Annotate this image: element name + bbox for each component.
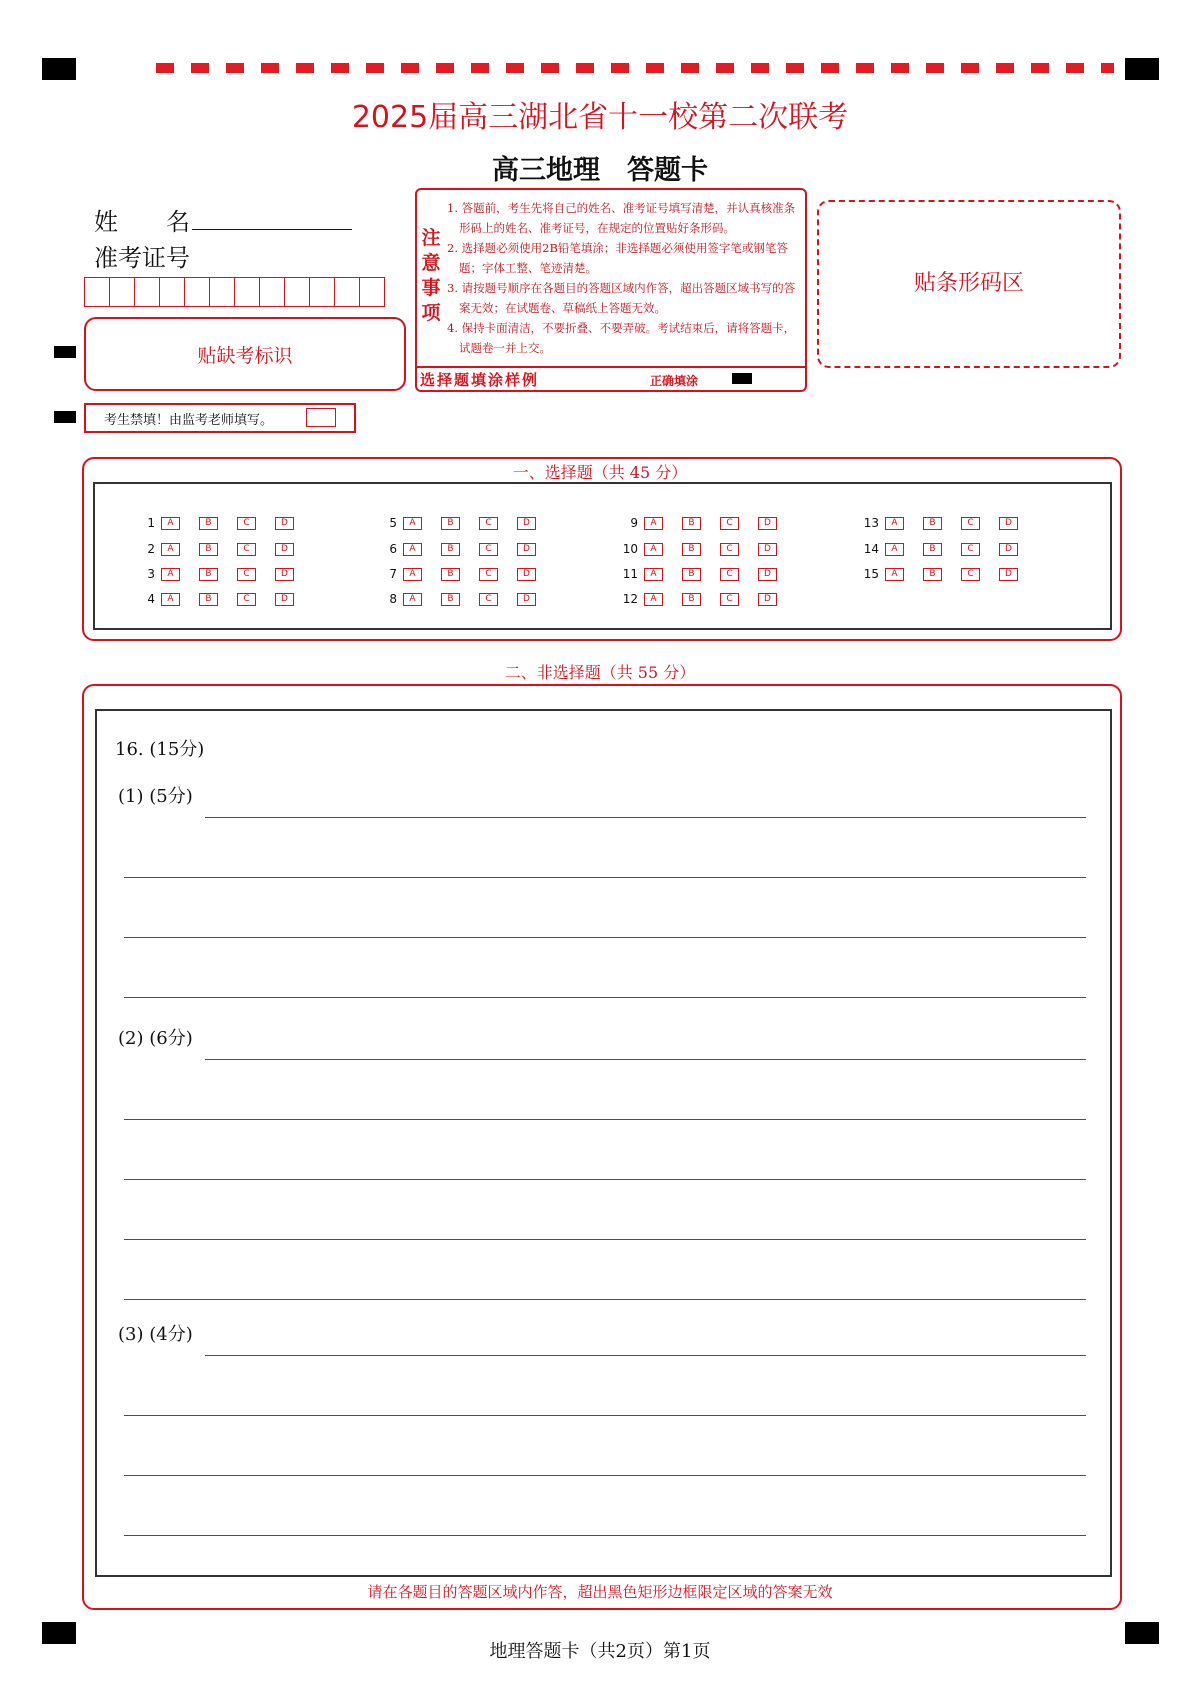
id-digit-box[interactable] [235, 278, 260, 306]
exam-title: 2025届高三湖北省十一校第二次联考 [351, 100, 849, 135]
id-digit-box[interactable] [85, 278, 110, 306]
mc-option-bubble[interactable]: A [161, 543, 180, 556]
mc-question [618, 592, 796, 606]
mc-option-bubble[interactable]: C [720, 568, 739, 581]
mc-option-bubble[interactable]: D [517, 543, 536, 556]
sub-question-label: (2) (6分) [118, 1028, 193, 1049]
mc-option-bubble[interactable]: C [479, 568, 498, 581]
answer-line[interactable] [124, 1415, 1086, 1416]
answer-line[interactable] [124, 1535, 1086, 1536]
mc-option-bubble[interactable]: B [682, 517, 701, 530]
dashed-timing-bar [156, 63, 1114, 73]
mc-question-number: 9 [630, 516, 638, 530]
mc-option-bubble[interactable]: A [885, 517, 904, 530]
answer-line[interactable] [205, 1355, 1086, 1356]
mc-question-number: 6 [389, 542, 397, 556]
mc-question [135, 567, 313, 581]
mc-option-bubble[interactable]: B [923, 568, 942, 581]
answer-area-warning: 请在各题目的答题区域内作答，超出黑色矩形边框限定区域的答案无效 [367, 1583, 833, 1601]
answer-line[interactable] [124, 937, 1086, 938]
mc-option-bubble[interactable]: C [237, 568, 256, 581]
mc-option-bubble[interactable]: D [275, 517, 294, 530]
mc-question-number: 13 [863, 516, 879, 530]
mc-option-bubble[interactable]: B [199, 543, 218, 556]
id-digit-box[interactable] [110, 278, 135, 306]
id-digit-box[interactable] [135, 278, 160, 306]
mc-option-bubble[interactable]: D [999, 568, 1018, 581]
mc-option-bubble[interactable]: D [517, 568, 536, 581]
mc-question [135, 516, 313, 530]
question-16-label: 16. (15分) [115, 739, 205, 760]
id-digit-box[interactable] [360, 278, 384, 306]
mc-option-bubble[interactable]: D [999, 517, 1018, 530]
mc-option-bubble[interactable]: C [237, 593, 256, 606]
mc-question-number: 12 [622, 592, 638, 606]
timing-mark [54, 346, 76, 358]
mc-question [618, 567, 796, 581]
mc-question-number: 5 [389, 516, 397, 530]
mc-option-bubble[interactable]: D [758, 517, 777, 530]
mc-option-bubble[interactable]: A [644, 593, 663, 606]
multiple-choice-title: 一、选择题（共 45 分） [512, 463, 688, 482]
exam-id-boxes[interactable] [84, 277, 385, 307]
page-footer: 地理答题卡（共2页）第1页 [489, 1641, 711, 1662]
multiple-choice-grid [93, 482, 1112, 630]
mc-option-bubble[interactable]: B [923, 517, 942, 530]
mc-option-bubble[interactable]: D [758, 568, 777, 581]
mc-question-number: 4 [147, 592, 155, 606]
mc-option-bubble[interactable]: A [161, 593, 180, 606]
name-label: 姓 名 [94, 208, 190, 236]
mc-option-bubble[interactable]: A [403, 517, 422, 530]
barcode-label: 贴条形码区 [913, 271, 1024, 296]
mc-option-bubble[interactable]: B [682, 593, 701, 606]
mc-option-bubble[interactable]: A [161, 568, 180, 581]
mc-option-bubble[interactable]: C [479, 593, 498, 606]
mc-question-number: 14 [863, 542, 879, 556]
proctor-checkbox[interactable] [306, 408, 336, 427]
mc-option-bubble[interactable]: C [720, 517, 739, 530]
proctor-note: 考生禁填！由监考老师填写。 [104, 413, 274, 428]
mc-question-number: 3 [147, 567, 155, 581]
id-digit-box[interactable] [185, 278, 210, 306]
mc-option-bubble[interactable]: B [199, 517, 218, 530]
id-digit-box[interactable] [310, 278, 335, 306]
mc-question [377, 516, 555, 530]
id-digit-box[interactable] [160, 278, 185, 306]
mc-question-number: 8 [389, 592, 397, 606]
notice-item: 1. 答题前，考生先将自己的姓名、准考证号填写清楚，并认真核准条形码上的姓名、准考证号，在规定的位置贴好条形码。 [447, 201, 796, 235]
mc-question [859, 542, 1037, 556]
mc-question-number: 10 [622, 542, 638, 556]
mc-question-number: 2 [147, 542, 155, 556]
mc-question [859, 516, 1037, 530]
mc-question [135, 592, 313, 606]
mc-option-bubble[interactable]: A [403, 568, 422, 581]
non-choice-title: 二、非选择题（共 55 分） [504, 663, 696, 682]
mc-option-bubble[interactable]: B [199, 568, 218, 581]
notice-items [447, 198, 797, 358]
notice-item: 3. 请按题号顺序在各题目的答题区域内作答，超出答题区域书写的答案无效；在试题卷、草稿纸上答题无效。 [447, 281, 796, 315]
mc-question [618, 516, 796, 530]
mc-question [859, 567, 1037, 581]
mc-question-number: 1 [147, 516, 155, 530]
sub-question-label: (1) (5分) [118, 786, 193, 807]
notice-box [415, 188, 807, 392]
registration-mark-top-left [42, 58, 76, 80]
mc-option-bubble[interactable]: D [275, 593, 294, 606]
mc-option-bubble[interactable]: C [961, 517, 980, 530]
notice-item: 4. 保持卡面清洁，不要折叠、不要弄破。考试结束后，请将答题卡，试题卷一并上交。 [447, 321, 796, 355]
mc-option-bubble[interactable]: D [517, 593, 536, 606]
name-input-line[interactable] [192, 229, 352, 230]
mc-option-bubble[interactable]: C [237, 517, 256, 530]
mc-question-number: 15 [863, 567, 879, 581]
mc-option-bubble[interactable]: A [644, 543, 663, 556]
mc-option-bubble[interactable]: C [720, 593, 739, 606]
mc-question [377, 567, 555, 581]
mc-question-number: 11 [622, 567, 638, 581]
mc-question [135, 542, 313, 556]
id-digit-box[interactable] [335, 278, 360, 306]
mc-option-bubble[interactable]: C [720, 543, 739, 556]
mc-option-bubble[interactable]: B [441, 543, 460, 556]
mc-question [377, 592, 555, 606]
answer-line[interactable] [124, 877, 1086, 878]
mc-option-bubble[interactable]: D [758, 543, 777, 556]
mc-option-bubble[interactable]: A [885, 543, 904, 556]
mc-option-bubble[interactable]: A [644, 517, 663, 530]
registration-mark-top-right [1125, 58, 1159, 80]
mc-option-bubble[interactable]: B [441, 593, 460, 606]
id-label: 准考证号 [94, 244, 190, 272]
id-digit-box[interactable] [260, 278, 285, 306]
mc-option-bubble[interactable]: B [682, 568, 701, 581]
mc-option-bubble[interactable]: B [923, 543, 942, 556]
mc-option-bubble[interactable]: B [682, 543, 701, 556]
correct-fill-sample [732, 373, 752, 384]
mc-option-bubble[interactable]: B [441, 568, 460, 581]
notice-item: 2. 选择题必须使用2B铅笔填涂；非选择题必须使用签字笔或钢笔答题；字体工整、笔迹清楚。 [447, 241, 788, 275]
mc-question [618, 542, 796, 556]
mc-option-bubble[interactable]: C [961, 568, 980, 581]
id-digit-box[interactable] [210, 278, 235, 306]
mc-option-bubble[interactable]: C [479, 543, 498, 556]
mc-option-bubble[interactable]: A [403, 593, 422, 606]
mc-option-bubble[interactable]: A [161, 517, 180, 530]
mc-option-bubble[interactable]: D [275, 568, 294, 581]
mc-option-bubble[interactable]: C [961, 543, 980, 556]
notice-heading: 注 意 事 项 [421, 227, 441, 324]
mc-question-number: 7 [389, 567, 397, 581]
answer-line[interactable] [124, 1119, 1086, 1120]
mc-option-bubble[interactable]: D [275, 543, 294, 556]
sample-label: 选择题填涂样例 [420, 371, 540, 389]
absent-label: 贴缺考标识 [197, 345, 293, 367]
mc-option-bubble[interactable]: B [441, 517, 460, 530]
answer-line[interactable] [124, 1179, 1086, 1180]
mc-option-bubble[interactable]: C [237, 543, 256, 556]
answer-line[interactable] [124, 1475, 1086, 1476]
mc-option-bubble[interactable]: C [479, 517, 498, 530]
timing-mark [54, 411, 76, 423]
answer-line[interactable] [124, 1299, 1086, 1300]
mc-question [377, 542, 555, 556]
sub-question-label: (3) (4分) [118, 1324, 193, 1345]
mc-option-bubble[interactable]: D [517, 517, 536, 530]
id-digit-box[interactable] [285, 278, 310, 306]
mc-option-bubble[interactable]: A [644, 568, 663, 581]
mc-option-bubble[interactable]: A [403, 543, 422, 556]
absent-sticker-area [84, 317, 406, 391]
barcode-area [817, 200, 1121, 368]
answer-area-frame [95, 709, 1112, 1577]
card-subtitle: 高三地理 答题卡 [492, 155, 708, 186]
fill-sample-row [417, 366, 805, 390]
answer-line[interactable] [124, 1239, 1086, 1240]
answer-line[interactable] [205, 1059, 1086, 1060]
mc-option-bubble[interactable]: A [885, 568, 904, 581]
mc-option-bubble[interactable]: D [999, 543, 1018, 556]
proctor-box [84, 403, 356, 433]
answer-line[interactable] [124, 997, 1086, 998]
answer-line[interactable] [205, 817, 1086, 818]
correct-fill-label: 正确填涂 [650, 374, 699, 388]
mc-option-bubble[interactable]: D [758, 593, 777, 606]
mc-option-bubble[interactable]: B [199, 593, 218, 606]
